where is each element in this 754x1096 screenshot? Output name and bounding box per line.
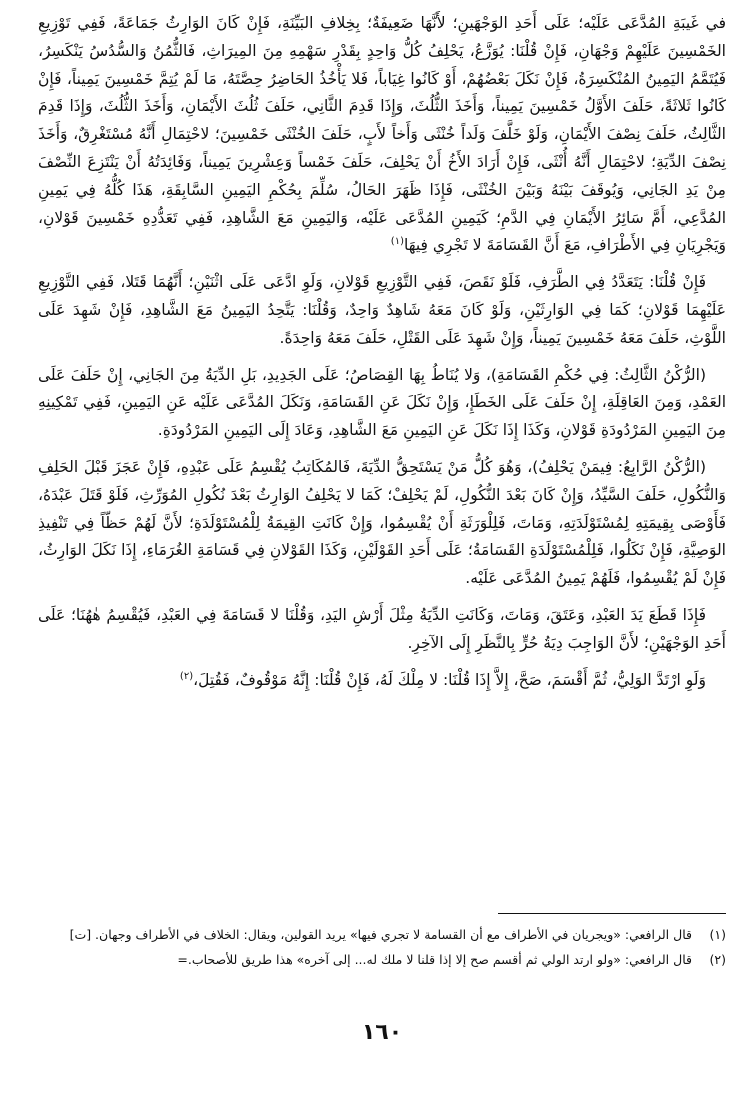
- footnote-1-number: (١): [709, 927, 726, 942]
- footnote-mark-2: (٢): [179, 670, 194, 682]
- paragraph-5: فَإِذَا قَطَعَ يَدَ العَبْدِ، وَعَتَقَ، وَمَاتَ، وَكَانَتِ الدِّيَةُ مِثْلَ أَرْشِ اليَدِ، وَقُلْنَا لا قَسَامَةَ فِي العَبْدِ، فَيُقْسِمُ هٰهُنَا؛ عَلَى أَحَدِ الوَجْهَيْنِ؛ لأَنَّ الوَاجِبَ دِيَةُ حُرٍّ بِالنَّظَرِ إِلَى الآخِرِ.: [38, 605, 726, 652]
- main-text: [38, 10, 726, 694]
- paragraph-1: [38, 10, 726, 260]
- paragraph-6: [38, 667, 726, 695]
- paragraph-6-text: وَلَوِ ارْتَدَّ الوَلِيُّ، ثُمَّ أَقْسَمَ، صَحَّ، إِلاَّ إِذَا قُلْنَا: لا مِلْكَ لَهُ، فَإِنْ قُلْنَا: إِنَّهُ مَوْقُوفٌ، فَقُتِلَ،: [193, 670, 706, 689]
- footnote-2: [38, 947, 726, 972]
- footnote-mark-1: (١): [390, 236, 404, 248]
- paragraph-1-text: في غَيبَةِ المُدَّعَى عَلَيْه؛ عَلَى أَحَدِ الوَجْهَينِ؛ لأَنَّهَا ضَعِيفَةٌ؛ بِخِلافِ البَيِّنَةِ، فَإِنْ كَانَ الوَارِثُ جَمَاعَةً، فَفِي تَوْزِيعِ الخَمْسِينَ عَلَيْهِمْ وَجْهَانِ، فَإِنْ قُلْنَا: يُوَزَّعُ، يَحْلِفُ كُلُّ وَاحِدٍ بِقَدْرِ سَهْمِهِ مِنَ المِيرَاثِ، فَالثُّمُنُ وَالسُّدُسُ يَنْكَسِرُ، فَيُتَمَّمُ اليَمِينُ المُنْكَسِرَةُ، فَإِنْ نَكَلَ بَعْضُهُمْ، أَوْ كَانُوا غِيَاباً، فَلا يَأْخُذُ الحَاضِرُ حِصَّتَهُ، مَا لَمْ يُتِمَّ خَمْسِينَ يَمِيناً، فَإِنْ كَانُوا ثَلاثَةً، حَلَفَ الأَوَّلُ خَمْسِينَ يَمِيناً، وَأَخَذَ الثُّلُثَ، وَإِذَا قَدِمَ الثَّانِي، حَلَفَ ثُلُثَ الأَيْمَانِ، وَأَخَذَ الثُّلُثَ، وَإِذَا قَدِمَ الثَّالِثُ، حَلَفَ نِصْفَ الأَيْمَانِ، وَلَوْ خَلَّفَ وَلَداً خُنْثَى وَأَخاً لأَبٍ، حَلَفَ الخُنْثَى خَمْسِينَ؛ لاحْتِمَالِ أَنَّهُ مُسْتَغْرِقٌ، وَأَخَذَ نِصْفَ الدِّيَةِ؛ لاحْتِمَالِ أَنَّهُ أُنْثَى، فَإِنْ أَرَادَ الأَخُ أَنْ يَحْلِفَ، حَلَفَ خَمْساً وَعِشْرِينَ يَمِيناً، وَفَائِدَتُهُ أَنْ يَنْتَزِعَ النِّصْفَ مِنْ يَدِ الجَانِي، وَيُوقَفَ بَيْنَهُ وَبَيْنَ الخُنْثَى، فَإِذَا ظَهَرَ الحَالُ، سُلِّمَ بِحُكْمِ اليَمِينِ السَّابِقَةِ، هَذَا كُلُّهُ فِي يَمِينِ المُدَّعِي، أَمَّ سَائِرُ الأَيْمَانِ فِي الدَّمِ؛ كَيَمِينِ المُدَّعَى عَلَيْه، وَاليَمِينِ مَعَ الشَّاهِدِ، فَفِي تَعَدُّدِهِ خَمْسِينَ قَوْلانِ، وَيَجْرِيَانِ فِي الأَطْرَافِ، مَعَ أَنَّ القَسَامَةَ لا تَجْرِي فِيهَا: [38, 14, 726, 255]
- document-page: [38, 10, 726, 1086]
- page-number: ١٦٠: [361, 1020, 403, 1045]
- footnotes: [38, 922, 726, 972]
- paragraph-4: (الرُّكْنُ الرَّابِعُ: فِيمَنْ يَحْلِفُ)، وَهُوَ كُلُّ مَنْ يَسْتَحِقُّ الدِّيَةَ، فَالمُكَاتِبُ يُقْسِمُ عَلَى عَبْدِهِ، فَإِنْ عَجَزَ قَبْلَ الحَلِفِ وَالنُّكُولِ، حَلَفَ السَّيِّدُ، وَإِنْ كَانَ بَعْدَ النُّكُولِ، لَمْ يَحْلِفْ؛ كَمَا لا يَحْلِفُ الوَارِثُ بَعْدَ نُكُولِ المُوَرِّثِ، فَلَوْ قَتَلَ عَبْدَهُ، فَأَوْصَى بِقِيمَتِهِ لِمُسْتَوْلَدَتِهِ، وَمَاتَ، فَلِلْوَرَثَةِ أَنْ يُقْسِمُوا، وَإِنْ كَانَتِ القِيمَةُ لِلْمُسْتَوْلَدَةِ؛ لأَنَّ لَهُمْ حَظّاً فِي تَنْفِيذِ الوَصِيَّةِ، فَإِنْ نَكَلُوا، فَلِلْمُسْتَوْلَدَةِ القَسَامَةُ؛ عَلَى أَحَدِ القَوْلَيْنِ، وَكَذَا القَوْلانِ فِي قَسَامَةِ الغُرَمَاءِ، إِذَا نَكَلَ الوَارِثُ، فَإِنْ لَمْ يُقْسِمُوا، فَلَهُمْ يَمِينُ المُدَّعَى عَلَيْه.: [38, 457, 726, 588]
- paragraph-2: فَإِنْ قُلْنَا: يَتَعَدَّدُ فِي الطَّرَفِ، فَلَوْ نَقَصَ، فَفِي التَّوْزِيعِ قَوْلانِ، وَلَوِ ادَّعَى عَلَى اثْنَيْنِ؛ أَنَّهُمَا قَتَلا، فَفِي التَّوْزِيعِ عَلَيْهِمَا قَوْلانِ؛ كَمَا فِي الوَارِثَيْنِ، وَلَوْ كَانَ مَعَهُ شَاهِدٌ وَاحِدٌ، وَقُلْنَا: يَتَّحِدُ اليَمِينُ مَعَ الشَّاهِدِ، فَإِنْ شَهِدَ عَلَى اللَّوْثِ، حَلَفَ مَعَهُ خَمْسِينَ يَمِيناً، وَإِنْ شَهِدَ عَلَى القَتْلِ، حَلَفَ مَعَهُ وَاحِدَةً.: [38, 273, 726, 347]
- paragraph-3: (الرُّكْنُ الثَّالِثُ: فِي حُكْمِ القَسَامَةِ)، وَلا يُنَاطُ بِهَا القِصَاصُ؛ عَلَى الجَدِيدِ، بَلِ الدِّيَةُ مِنَ الجَانِي، إِنْ حَلَفَ عَلَى العَمْدِ، وَمِنَ العَاقِلَةِ، إِنْ حَلَفَ عَلَى الخَطَإِ، وَإِنْ نَكَلَ عَنِ القَسَامَةِ، وَنَكَلَ المُدَّعَى عَلَيْه عَنِ اليَمِينِ، فَفِي تَمْكِينِهِ مِنَ اليَمِينِ المَرْدُودَةِ قَوْلانِ، وَكَذَا إِذَا نَكَلَ عَنِ اليَمِينِ مَعَ الشَّاهِدِ، وَعَادَ إِلَى اليَمِينِ المَرْدُودَةِ.: [38, 365, 726, 440]
- footnote-separator: [498, 913, 726, 914]
- footnote-1-text: قال الرافعي: «ويجريان في الأطراف مع أن القسامة لا تجري فيها» يريد القولين، ويقال: الخلاف في الأطراف وجهان. [ت]: [69, 927, 692, 942]
- footnote-1: [38, 922, 726, 947]
- footnote-2-number: (٢): [709, 952, 726, 967]
- footnote-2-text: قال الرافعي: «ولو ارتد الولي ثم أقسم صح إلا إذا قلنا لا ملك له... إلى آخره» هذا طريق للأصحاب.=: [177, 952, 692, 967]
